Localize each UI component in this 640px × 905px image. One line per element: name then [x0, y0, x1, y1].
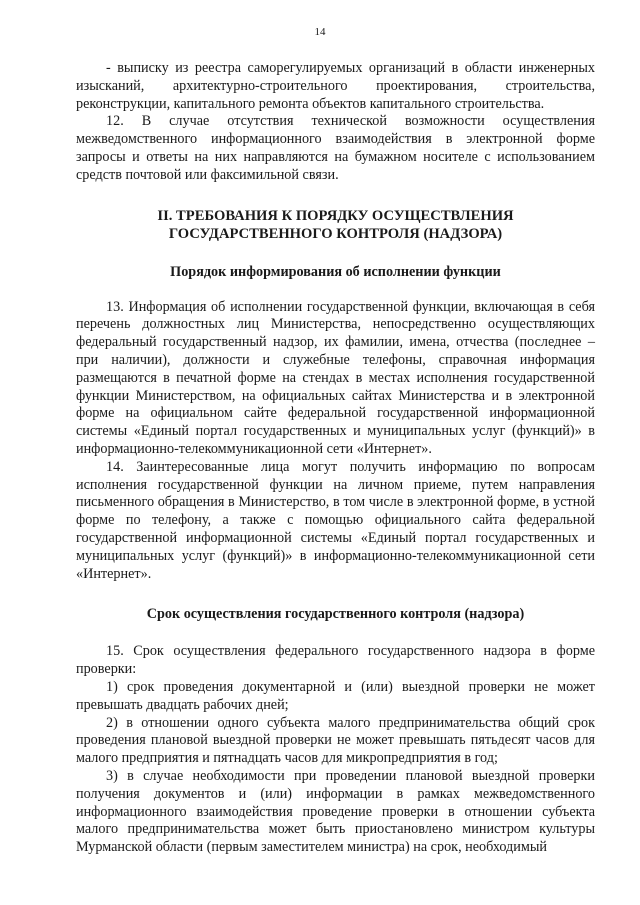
- section-title-line: II. ТРЕБОВАНИЯ К ПОРЯДКУ ОСУЩЕСТВЛЕНИЯ: [157, 207, 514, 224]
- paragraph: 14. Заинтересованные лица могут получить информацию по вопросам исполнения государственной функции на личном приеме, путем направления письменного обращения в Министерство, в том числе в электронной форме, в устной форме по телефону, а также с помощью официального сайта федеральной государственной информационной системы «Единый портал государственных и муниципальных услуг (функций)» в информационно-телекоммуникационной сети «Интернет».: [76, 458, 595, 582]
- page-number: 14: [314, 26, 326, 38]
- section-title: [76, 207, 595, 243]
- paragraph: 15. Срок осуществления федерального государственного надзора в форме проверки:: [76, 643, 595, 678]
- list-item: 1) срок проведения документарной и (или) выездной проверки не может превышать двадцать рабочих дней;: [76, 678, 595, 713]
- list-item: 3) в случае необходимости при проведении плановой выездной проверки получения документов и (или) информации в рамках межведомственного информационного взаимодействия проведение проверки в отношении субъекта малого предпринимательства может быть приостановлено министром культуры Мурманской области (первым заместителем министра) на срок, необходимый: [76, 767, 595, 856]
- document-body: [76, 60, 595, 857]
- subsection-title: Порядок информирования об исполнении функции: [170, 263, 501, 280]
- paragraph: 12. В случае отсутствия технической возможности осуществления межведомственного информационного взаимодействия в электронной форме запросы и ответы на них направляются на бумажном носителе с использованием средств почтовой или факсимильной связи.: [76, 113, 595, 183]
- paragraph: - выписку из реестра саморегулируемых организаций в области инженерных изысканий, архитектурно-строительного проектирования, строительства, реконструкции, капитального ремонта объектов капитального строительства.: [76, 60, 595, 112]
- list-item: 2) в отношении одного субъекта малого предпринимательства общий срок проведения плановой выездной проверки не может превышать пятьдесят часов для малого предприятия и пятнадцать часов для микропредприятия в год;: [76, 714, 595, 767]
- section-title-line: ГОСУДАРСТВЕННОГО КОНТРОЛЯ (НАДЗОРА): [168, 225, 503, 242]
- subsection-title: Срок осуществления государственного контроля (надзора): [146, 606, 525, 623]
- paragraph: 13. Информация об исполнении государственной функции, включающая в себя перечень должностных лиц Министерства, непосредственно осуществляющих федеральный государственный надзор, их фамилии, имена, отчества (последнее – при наличии), должности и служебные телефоны, справочная информация размещаются в печатной форме на стендах в местах исполнения государственной функции Министерством, на официальных сайтах Министерства и в электронной форме на официальном сайте федеральной государственной информационной системы «Единый портал государственных и муниципальных услуг (функций)» в информационно-телекоммуникационной сети «Интернет».: [76, 298, 595, 457]
